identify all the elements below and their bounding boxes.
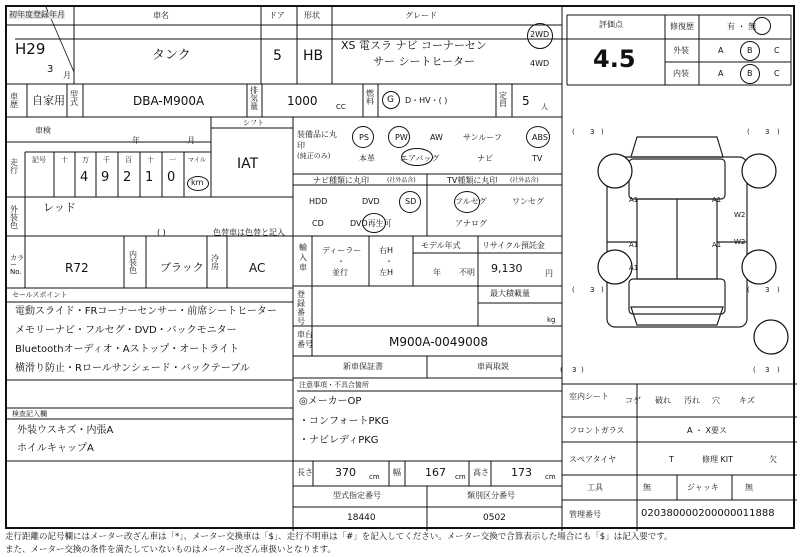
- grade-line2: サー シートヒーター: [373, 55, 476, 68]
- navi-sd-circle: [399, 191, 421, 213]
- inspection-year: 年: [132, 136, 140, 145]
- damage-mark: (: [753, 366, 756, 374]
- score-label: 評価点: [599, 20, 623, 29]
- import-dealer: ディーラー: [322, 246, 362, 255]
- damage-mark-a1: A1: [629, 264, 639, 272]
- import-parallel: 並行: [332, 268, 348, 277]
- equipment-sub: (純正のみ): [297, 152, 331, 160]
- equipment-item: AW: [430, 133, 443, 142]
- equipment-item: サンルーフ: [463, 133, 502, 142]
- sales-point: 電動スライド・FRコーナーセンサー・前席シートヒーター: [15, 306, 277, 317]
- damage-mark: 3: [765, 286, 770, 294]
- mileage-label: 走行: [10, 158, 18, 175]
- inspection-note-2: ホイルキャップA: [17, 443, 94, 454]
- footer-line-2: また、メーター交換の条件を満たしていないものはメーター改ざん車扱いとなります。: [5, 545, 336, 555]
- inspection-notes-label: 検査記入欄: [12, 410, 47, 418]
- equipment-item: 本革: [359, 154, 375, 163]
- damage-mark: 3: [765, 128, 770, 136]
- exterior-grade-label: 外装: [673, 46, 689, 55]
- glass-label: フロントガラス: [569, 426, 625, 435]
- mileage-col-header: 十: [147, 156, 154, 164]
- fuel-gas: G: [387, 95, 394, 105]
- seat-condition: コゲ: [625, 396, 641, 405]
- exterior-note: 色替車は色替と記入: [213, 228, 285, 237]
- inspection-label: 車検: [35, 126, 51, 135]
- doc-warranty: 新車保証書: [343, 362, 383, 371]
- capacity-value: 5: [522, 94, 530, 108]
- damage-mark: 3: [590, 128, 595, 136]
- navi-dvd-play-circle: [362, 213, 386, 233]
- tv-item: フルセグ: [455, 197, 487, 206]
- glass-value: A ・ X要ス: [687, 426, 728, 435]
- damage-mark: ): [581, 366, 584, 374]
- seat-condition: 穴: [712, 396, 720, 405]
- color-code-value: R72: [65, 261, 89, 275]
- caution-label: 注意事項・不具合箇所: [299, 381, 369, 389]
- length-unit: cm: [369, 473, 380, 481]
- model-year-unknown: 不明: [459, 268, 475, 277]
- navi-item: HDD: [309, 197, 328, 206]
- damage-mark-a1: A1: [629, 241, 639, 249]
- type-cert-value: 18440: [347, 513, 376, 523]
- car-name-header: 車名: [153, 11, 169, 20]
- damage-mark: ): [601, 128, 604, 136]
- mileage-digit: 2: [123, 170, 132, 185]
- grid-lines: [7, 7, 797, 531]
- equipment-item: PW: [395, 133, 408, 142]
- damage-mark-a1: A1: [629, 196, 639, 204]
- height-unit: cm: [545, 473, 556, 481]
- interior-color-label: 内装色: [129, 250, 137, 275]
- first-reg-month: 3: [47, 64, 54, 75]
- mgmt-label: 管理番号: [569, 510, 601, 519]
- sales-point: Bluetoothオーディオ・Aストップ・オートライト: [15, 344, 239, 355]
- model-value: DBA-M900A: [133, 94, 205, 108]
- navi-label: ナビ種類に丸印: [313, 176, 369, 185]
- class-num-label: 類別区分番号: [467, 491, 515, 500]
- caution-line-3: ・ナビレディPKG: [299, 435, 379, 446]
- damage-mark-w2: W2: [734, 211, 746, 219]
- grade-line1: XS 電スラ ナビ コーナーセン: [341, 39, 487, 52]
- interior-grade-option: B: [747, 69, 753, 78]
- drive-4wd: 4WD: [530, 59, 550, 68]
- chassis-label: 車台番号: [297, 330, 313, 349]
- mileage-col-header: 百: [125, 156, 132, 164]
- height-label: 高さ: [473, 468, 489, 477]
- mileage-col-header: 記号: [32, 156, 46, 164]
- cc-unit: CC: [336, 103, 346, 111]
- damage-mark: (: [747, 286, 750, 294]
- doors-header: ドア: [269, 11, 285, 20]
- month-unit: 月: [63, 71, 71, 80]
- grade-header: グレード: [405, 11, 437, 20]
- recycle-value: 9,130: [491, 262, 523, 275]
- import-right-h: 右H: [379, 246, 394, 255]
- equipment-item: PS: [359, 133, 369, 142]
- tools-label: 工具: [587, 483, 603, 492]
- recycle-unit: 円: [545, 269, 553, 278]
- model-label: 型式: [70, 90, 78, 107]
- mileage-digit: 0: [167, 170, 176, 185]
- mile-unit: マイル: [188, 157, 206, 164]
- equipment-label: 装備品に丸印: [297, 130, 337, 150]
- import-label: 輸入車: [299, 243, 307, 272]
- seat-condition: キズ: [739, 396, 755, 405]
- mileage-col-header: 一: [169, 156, 176, 164]
- recycle-label: リサイクル預託金: [482, 241, 545, 250]
- height-value: 173: [511, 466, 532, 479]
- damage-mark-w2: W2: [734, 238, 746, 246]
- exterior-label: 外装色: [10, 205, 18, 230]
- tv-item: ワンセグ: [512, 197, 544, 206]
- damage-mark: ): [601, 286, 604, 294]
- navi-item: CD: [312, 219, 324, 228]
- km-unit: km: [191, 178, 204, 187]
- caution-line-1: ◎メーカーOP: [299, 396, 362, 407]
- import-left-h: 左H: [379, 268, 394, 277]
- doc-manual: 車両取説: [477, 362, 509, 371]
- damage-mark: ): [777, 366, 780, 374]
- fuel-options: D・HV・( ): [405, 96, 448, 105]
- model-year-label: モデル年式: [421, 241, 461, 250]
- equipment-abs-circle: [526, 126, 550, 148]
- navi-sub: (社外品含): [387, 177, 416, 184]
- jack-value: 無: [745, 483, 753, 492]
- damage-mark: 3: [765, 366, 770, 374]
- class-num-value: 0502: [483, 513, 506, 523]
- first-reg-header: 初年度登録年月: [9, 10, 65, 19]
- equipment-airbag-circle: [401, 148, 433, 166]
- usage-label: 車歴: [10, 92, 18, 109]
- exterior-grade-option: A: [718, 46, 724, 55]
- shape-header: 形状: [304, 11, 320, 20]
- damage-mark: 3: [572, 366, 577, 374]
- car-name: タンク: [152, 48, 191, 63]
- width-unit: cm: [455, 473, 466, 481]
- fuel-label: 燃料: [366, 89, 374, 106]
- repair-value: 有 ・ 無: [727, 22, 757, 31]
- shape-value: HB: [303, 48, 324, 64]
- damage-mark: (: [572, 286, 575, 294]
- import-dot1: ・: [337, 257, 345, 266]
- interior-grade-label: 内装: [673, 69, 689, 78]
- max-load-unit: kg: [547, 316, 556, 324]
- chassis-value: M900A-0049008: [389, 335, 488, 349]
- auction-sheet: [5, 5, 795, 529]
- navi-item: DVD再生可: [350, 219, 392, 228]
- damage-mark: ): [777, 128, 780, 136]
- damage-mark: (: [747, 128, 750, 136]
- tv-fullseg-circle: [454, 191, 480, 213]
- mileage-digit: 9: [101, 170, 110, 185]
- seat-condition: 破れ: [655, 396, 671, 405]
- spare-t: T: [669, 455, 674, 464]
- sales-label: セールスポイント: [12, 291, 68, 299]
- seat-label: 室内シート: [569, 392, 609, 401]
- color-code-label: カラーNo.: [10, 254, 24, 276]
- mileage-col-header: 万: [82, 156, 89, 164]
- inspection-note-1: 外装ウスキズ・内張A: [17, 425, 114, 436]
- equipment-item: ナビ: [477, 154, 493, 163]
- mileage-digit: 1: [145, 170, 154, 185]
- length-label: 長さ: [297, 468, 313, 477]
- navi-item: SD: [405, 197, 417, 206]
- damage-mark: (: [560, 366, 563, 374]
- footer-line-1: 走行距離の記号欄にはメーター改ざん車は「*」、メーター交換車は「$」、走行不明車は「#」を記入してください。メーター交換で合算表示した場合にも「$」は記入要です。: [5, 532, 673, 542]
- max-load-label: 最大積載量: [490, 289, 530, 298]
- equipment-ps-circle: [352, 126, 374, 148]
- mileage-col-header: 十: [61, 156, 68, 164]
- displacement-label: 排気量: [250, 86, 258, 111]
- damage-mark: (: [572, 128, 575, 136]
- model-year-year: 年: [433, 268, 441, 277]
- equipment-item: TV: [532, 154, 543, 163]
- tv-sub: (社外品含): [510, 177, 539, 184]
- sales-point: 横滑り防止・Rロールサンシェード・バックテーブル: [15, 363, 250, 374]
- spare-kit: 修理 KIT: [702, 455, 734, 464]
- repair-circle: [753, 17, 771, 35]
- shift-label: シフト: [243, 119, 264, 127]
- sales-point: メモリーナビ・フルセグ・DVD・バックモニター: [15, 325, 237, 336]
- spare-missing: 欠: [769, 455, 777, 464]
- mileage-digit: 4: [80, 170, 89, 185]
- tv-label: TV種類に丸印: [447, 176, 498, 185]
- shift-value: IAT: [237, 156, 259, 172]
- tv-item: アナログ: [455, 219, 487, 228]
- exterior-value: レッド: [43, 201, 76, 214]
- inspection-month: 月: [187, 136, 195, 145]
- doors-value: 5: [273, 48, 282, 64]
- type-cert-label: 型式指定番号: [333, 491, 381, 500]
- equipment-item: ABS: [532, 133, 548, 142]
- seat-condition: 汚れ: [684, 396, 700, 405]
- import-dot2: ・: [385, 257, 393, 266]
- interior-grade-option: A: [718, 69, 724, 78]
- tools-value: 無: [643, 483, 651, 492]
- registration-label: 登録番号: [297, 290, 305, 326]
- spare-label: スペアタイヤ: [569, 455, 617, 464]
- navi-item: DVD: [362, 197, 380, 206]
- capacity-unit: 人: [541, 103, 548, 111]
- ac-label: 冷房: [211, 254, 219, 271]
- interior-grade-option: C: [774, 69, 780, 78]
- mgmt-value: 020380000200000011888: [641, 508, 775, 519]
- ac-value: AC: [249, 261, 266, 275]
- length-value: 370: [335, 466, 356, 479]
- interior-color-value: ブラック: [160, 261, 204, 274]
- exterior-grade-option: C: [774, 46, 780, 55]
- equipment-pw-circle: [388, 126, 410, 148]
- equipment-item: エアバッグ: [400, 154, 440, 163]
- mileage-col-header: 千: [103, 156, 110, 164]
- damage-mark: 3: [590, 286, 595, 294]
- damage-mark-a1: A1: [712, 241, 722, 249]
- repair-label: 修復歴: [670, 22, 694, 31]
- displacement-value: 1000: [287, 94, 318, 108]
- exterior-note-paren: ( ): [157, 228, 166, 237]
- damage-mark: ): [777, 286, 780, 294]
- score-value: 4.5: [593, 45, 636, 73]
- exterior-grade-option: B: [747, 46, 753, 55]
- first-reg-era: H29: [15, 40, 46, 58]
- usage-value: 自家用: [32, 94, 65, 107]
- width-value: 167: [425, 466, 446, 479]
- drive-2wd: 2WD: [530, 30, 550, 39]
- jack-label: ジャッキ: [687, 483, 719, 492]
- capacity-label: 定員: [499, 91, 507, 108]
- caution-line-2: ・コンフォートPKG: [299, 416, 389, 427]
- damage-mark-a1: A1: [712, 196, 722, 204]
- width-label: 幅: [393, 468, 401, 477]
